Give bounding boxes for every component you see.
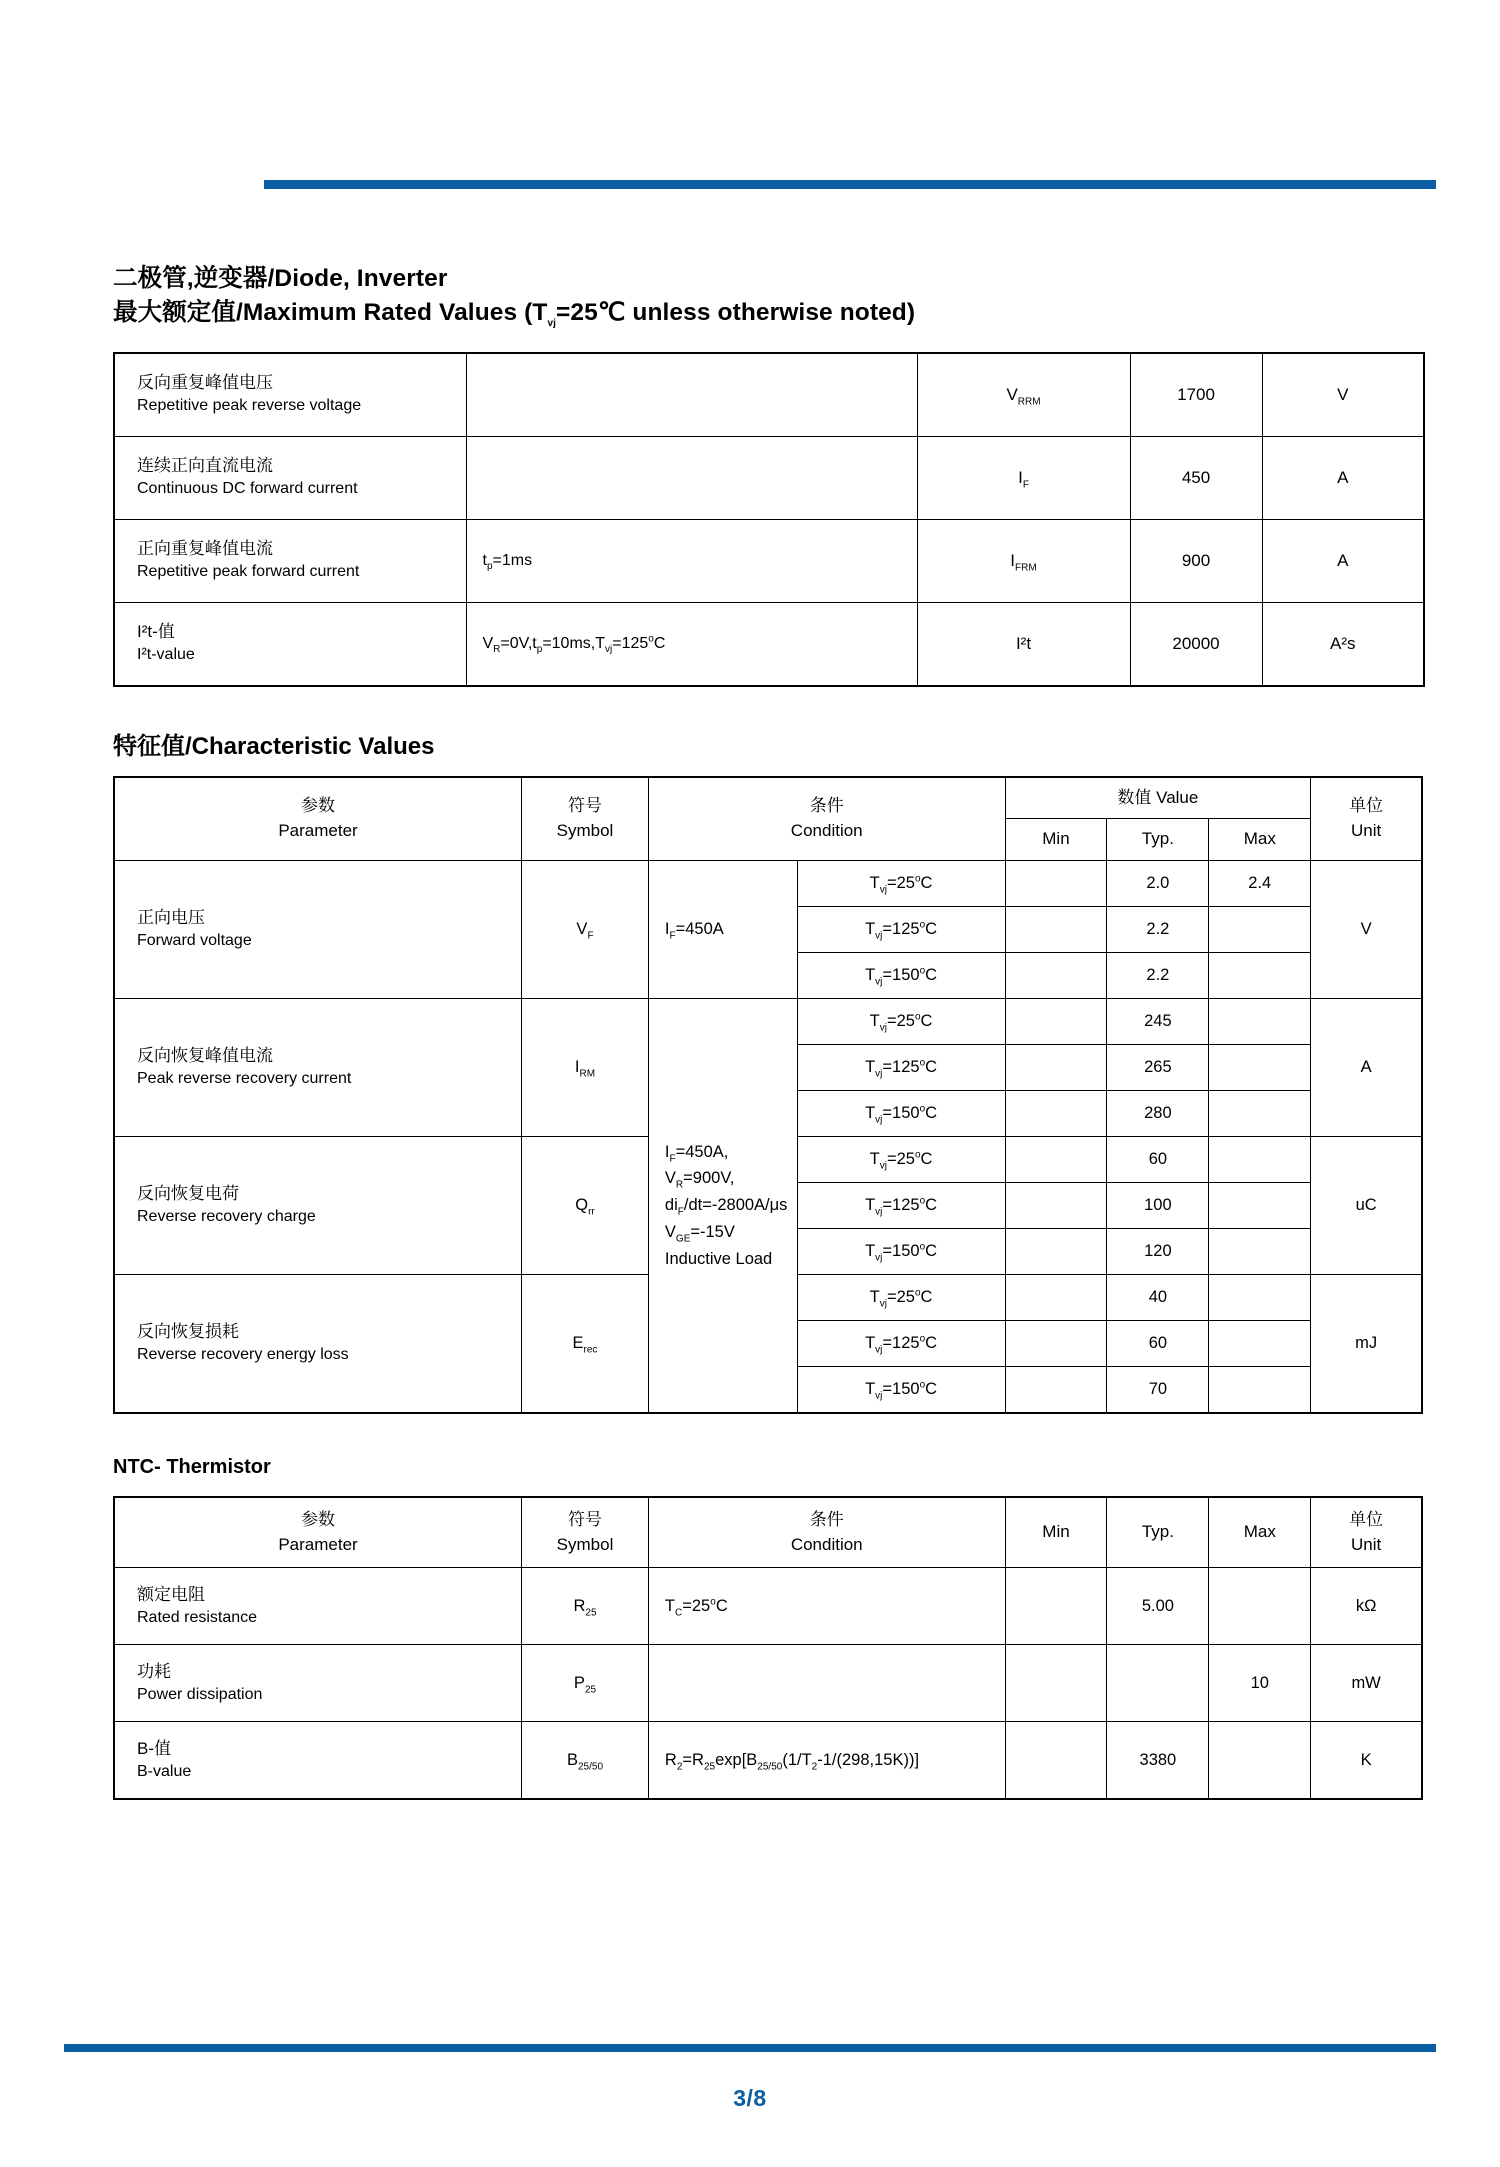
condition-cell — [466, 602, 917, 686]
unit-cell: A²s — [1262, 602, 1424, 686]
condition-sub: F — [669, 930, 676, 942]
typ-cell: 280 — [1107, 1091, 1209, 1137]
header-unit — [1311, 1497, 1422, 1568]
min-cell — [1005, 1275, 1107, 1321]
symbol-base: I — [574, 1058, 580, 1077]
header-unit-en: Unit — [1350, 820, 1382, 840]
parameter-cell — [114, 519, 466, 602]
table-row — [114, 1568, 1422, 1645]
symbol-sub: rr — [588, 1206, 595, 1218]
header-condition — [648, 1497, 1005, 1568]
max-cell — [1209, 1091, 1311, 1137]
parameter-cell — [114, 1137, 522, 1275]
symbol-base: V — [1006, 384, 1018, 404]
symbol-base: I — [1018, 467, 1023, 487]
parameter-en: Rated resistance — [137, 1609, 258, 1627]
symbol-base: E — [572, 1334, 584, 1353]
max-cell — [1209, 1275, 1311, 1321]
shared-condition-line1: $I_F=450A$, — [664, 1142, 729, 1165]
condition-formula-v: $V_R=0V,t_p=10ms,T_{vj}=125^oC$ — [482, 633, 666, 655]
header-symbol — [522, 1497, 649, 1568]
symbol-cell — [522, 1275, 649, 1414]
table-row — [114, 1645, 1422, 1722]
header-symbol-cn: 符号 — [567, 796, 602, 816]
temp-value: 25 — [896, 1150, 915, 1169]
symbol-sub: RM — [579, 1068, 596, 1080]
unit-cell: V — [1262, 353, 1424, 437]
temp-value: 25 — [896, 1288, 915, 1307]
parameter-cn: 额定电阻 — [137, 1584, 205, 1604]
header-condition-cn: 条件 — [809, 796, 844, 816]
section-title-diode-inverter — [113, 262, 1423, 330]
parameter-cn: 功耗 — [137, 1661, 171, 1681]
max-cell — [1209, 1045, 1311, 1091]
min-cell — [1005, 1183, 1107, 1229]
symbol-sub: F — [1022, 478, 1029, 490]
section-title-characteristic-values: 特征值/Characteristic Values — [113, 732, 435, 760]
condition-cell — [648, 861, 797, 999]
header-max: Max — [1209, 1497, 1311, 1568]
symbol-cell — [522, 1137, 649, 1275]
unit-cell: uC — [1311, 1137, 1422, 1275]
header-condition — [648, 777, 1005, 861]
parameter-en: Continuous DC forward current — [137, 480, 358, 498]
maximum-rated-values-table — [113, 352, 1425, 687]
max-cell: 10 — [1209, 1645, 1311, 1722]
parameter-cell — [114, 1275, 522, 1414]
temp-value: 125 — [892, 1334, 920, 1353]
section-title-ntc-thermistor: NTC- Thermistor — [113, 1456, 271, 1479]
value-cell: 900 — [1130, 519, 1262, 602]
shared-condition-line5: Inductive Load — [664, 1249, 773, 1268]
typ-cell: 40 — [1107, 1275, 1209, 1321]
temperature-condition-cell: $T_{vj}=25^oC$ — [797, 999, 1005, 1045]
typ-cell: 120 — [1107, 1229, 1209, 1275]
symbol-cell — [522, 999, 649, 1137]
parameter-cell — [114, 1645, 522, 1722]
parameter-cn: 连续正向直流电流 — [137, 456, 273, 476]
symbol-sub: RRM — [1017, 395, 1041, 407]
parameter-cell — [114, 999, 522, 1137]
parameter-cn: 反向恢复电荷 — [137, 1184, 239, 1204]
symbol-sub: rec — [583, 1344, 598, 1356]
temperature-condition-cell: $T_{vj}=150^oC$ — [797, 1367, 1005, 1414]
parameter-en: Reverse recovery charge — [137, 1208, 316, 1226]
parameter-en: Forward voltage — [137, 932, 252, 950]
unit-cell: A — [1262, 436, 1424, 519]
header-symbol-en: Symbol — [556, 820, 614, 840]
shared-condition-cell — [648, 999, 797, 1414]
temperature-condition-cell: $T_{vj}=125^oC$ — [797, 907, 1005, 953]
header-typ: Typ. — [1107, 819, 1209, 861]
temp-value: 125 — [892, 1196, 920, 1215]
temperature-condition-cell: $T_{vj}=125^oC$ — [797, 1321, 1005, 1367]
header-symbol-cn: 符号 — [568, 1510, 602, 1530]
temperature-condition-cell: $T_{vj}=150^oC$ — [797, 953, 1005, 999]
temp-value: 125 — [892, 1058, 920, 1077]
ntc-thermistor-table — [113, 1496, 1423, 1800]
parameter-en: I²t-value — [137, 646, 195, 664]
min-cell — [1005, 1568, 1107, 1645]
header-unit — [1311, 777, 1422, 861]
header-max: Max — [1209, 819, 1311, 861]
symbol-sub: F — [587, 930, 594, 942]
condition-cell: $T_C=25^oC$ — [648, 1568, 1005, 1645]
min-cell — [1005, 1321, 1107, 1367]
condition-sub: p — [486, 560, 493, 572]
min-cell — [1005, 861, 1107, 907]
condition-cell — [466, 436, 917, 519]
parameter-cell — [114, 1722, 522, 1800]
symbol-sub: FRM — [1015, 561, 1037, 573]
parameter-en: Repetitive peak forward current — [137, 563, 360, 581]
min-cell — [1005, 1229, 1107, 1275]
temp-value: 150 — [892, 966, 920, 985]
temp-value: 150 — [892, 1104, 920, 1123]
symbol-sub: 25 — [585, 1607, 597, 1619]
temperature-condition-cell: $T_{vj}=25^oC$ — [797, 861, 1005, 907]
table-row — [114, 519, 1424, 602]
max-cell — [1209, 1137, 1311, 1183]
min-cell — [1005, 999, 1107, 1045]
header-unit-en: Unit — [1350, 1534, 1382, 1554]
shared-condition-line4: $V_{GE}=-15V$ — [664, 1222, 735, 1245]
temp-value: 150 — [892, 1380, 920, 1399]
temperature-condition-cell: $T_{vj}=125^oC$ — [797, 1045, 1005, 1091]
page-content — [113, 262, 1423, 1800]
temperature-condition-cell: $T_{vj}=25^oC$ — [797, 1137, 1005, 1183]
symbol-cell — [522, 1645, 649, 1722]
symbol-base: P — [573, 1673, 585, 1692]
unit-cell: A — [1262, 519, 1424, 602]
max-cell: 2.4 — [1209, 861, 1311, 907]
header-parameter-en: Parameter — [278, 1534, 358, 1554]
table-row — [114, 861, 1422, 907]
typ-cell: 2.2 — [1107, 953, 1209, 999]
typ-cell: 60 — [1107, 1321, 1209, 1367]
unit-cell: A — [1311, 999, 1422, 1137]
header-condition-cn: 条件 — [809, 1510, 844, 1530]
characteristic-values-table — [113, 776, 1423, 1414]
diode-inverter-title-text: 二极管,逆变器/Diode, Inverter — [113, 265, 448, 292]
typ-cell: 5.00 — [1107, 1568, 1209, 1645]
parameter-cn: 正向电压 — [137, 908, 205, 928]
unit-cell: kΩ — [1311, 1568, 1422, 1645]
typ-cell: 100 — [1107, 1183, 1209, 1229]
parameter-cn: 反向恢复峰值电流 — [137, 1046, 273, 1066]
table-header-row — [114, 777, 1422, 819]
unit-cell: mJ — [1311, 1275, 1422, 1414]
parameter-en: B-value — [137, 1763, 192, 1781]
max-cell — [1209, 999, 1311, 1045]
parameter-cell — [114, 602, 466, 686]
condition-prefix: t — [482, 551, 487, 569]
temperature-condition-cell: $T_{vj}=150^oC$ — [797, 1091, 1005, 1137]
min-cell — [1005, 1367, 1107, 1414]
typ-cell: 60 — [1107, 1137, 1209, 1183]
header-condition-en: Condition — [790, 820, 863, 840]
min-cell — [1005, 1045, 1107, 1091]
condition-cell — [466, 353, 917, 437]
condition-cell: $R_2=R_{25}\exp[B_{25/50}(1/T_2-1/(298,15K))]$ — [648, 1722, 1005, 1800]
symbol-sub: 25/50 — [577, 1761, 604, 1773]
table-row — [114, 353, 1424, 437]
symbol-base: R — [573, 1596, 586, 1615]
max-cell — [1209, 1183, 1311, 1229]
shared-condition-line2: $V_R=900V$, — [664, 1169, 735, 1191]
max-cell — [1209, 953, 1311, 999]
max-cell — [1209, 1568, 1311, 1645]
header-rule — [264, 180, 1436, 189]
parameter-en: Reverse recovery energy loss — [137, 1346, 349, 1364]
min-cell — [1005, 907, 1107, 953]
page-number: 3/8 — [733, 2085, 767, 2111]
condition-base: I — [664, 920, 670, 939]
temp-value: 25 — [896, 1012, 915, 1031]
symbol-base: B — [566, 1750, 578, 1769]
header-min: Min — [1005, 819, 1107, 861]
table-row — [114, 436, 1424, 519]
header-typ: Typ. — [1107, 1497, 1209, 1568]
temp-value: 25 — [896, 874, 915, 893]
typ-cell: 3380 — [1107, 1722, 1209, 1800]
parameter-en: Power dissipation — [137, 1686, 263, 1704]
parameter-cn: 正向重复峰值电流 — [137, 539, 273, 559]
condition-suffix: =1ms — [492, 551, 533, 569]
value-cell: 20000 — [1130, 602, 1262, 686]
value-cell: 450 — [1130, 436, 1262, 519]
max-cell — [1209, 1229, 1311, 1275]
symbol-cell — [917, 436, 1130, 519]
symbol-cell — [522, 1568, 649, 1645]
header-parameter-cn: 参数 — [301, 796, 336, 816]
min-cell — [1005, 953, 1107, 999]
symbol-sub: 25 — [584, 1684, 597, 1696]
temp-value: 150 — [892, 1242, 920, 1261]
symbol-base: V — [576, 920, 588, 939]
typ-cell — [1107, 1645, 1209, 1722]
typ-cell: 265 — [1107, 1045, 1209, 1091]
max-cell — [1209, 1367, 1311, 1414]
parameter-cell — [114, 436, 466, 519]
condition-cell — [466, 519, 917, 602]
parameter-en: Repetitive peak reverse voltage — [137, 397, 362, 415]
condition-cell — [648, 1645, 1005, 1722]
symbol-base: Q — [575, 1196, 589, 1215]
min-cell — [1005, 1091, 1107, 1137]
value-cell: 1700 — [1130, 353, 1262, 437]
table-header-row — [114, 1497, 1422, 1568]
table-row — [114, 1722, 1422, 1800]
header-parameter-cn: 参数 — [301, 1510, 336, 1530]
temp-value: 125 — [892, 920, 920, 939]
symbol-cell: I²t — [917, 602, 1130, 686]
parameter-cell — [114, 353, 466, 437]
max-rated-title-suffix: =25℃ unless otherwise noted) — [556, 298, 916, 326]
header-symbol-en: Symbol — [556, 1534, 614, 1554]
parameter-cn: I²t-值 — [137, 622, 175, 642]
min-cell — [1005, 1645, 1107, 1722]
symbol-base: I — [1010, 550, 1016, 570]
footer-rule — [64, 2044, 1436, 2052]
parameter-cn: 反向恢复损耗 — [137, 1322, 239, 1342]
typ-cell: 2.2 — [1107, 907, 1209, 953]
min-cell — [1005, 1137, 1107, 1183]
typ-cell: 70 — [1107, 1367, 1209, 1414]
condition-rest: =450A — [675, 920, 724, 939]
header-min: Min — [1005, 1497, 1107, 1568]
shared-condition-line3: $di_F/dt=-2800A/\mu s$ — [664, 1196, 788, 1218]
max-cell — [1209, 907, 1311, 953]
unit-cell: V — [1311, 861, 1422, 999]
symbol-cell — [522, 861, 649, 999]
parameter-cn: B-值 — [137, 1738, 171, 1758]
temperature-condition-cell: $T_{vj}=150^oC$ — [797, 1229, 1005, 1275]
typ-cell: 245 — [1107, 999, 1209, 1045]
max-cell — [1209, 1722, 1311, 1800]
temperature-condition-cell: $T_{vj}=125^oC$ — [797, 1183, 1005, 1229]
header-unit-cn: 单位 — [1349, 796, 1384, 816]
max-rated-title-prefix: 最大额定值/Maximum Rated Values (T — [113, 298, 548, 326]
min-cell — [1005, 1722, 1107, 1800]
header-value-group: 数值 Value — [1005, 777, 1311, 819]
symbol-cell — [917, 519, 1130, 602]
unit-cell: K — [1311, 1722, 1422, 1800]
parameter-cn: 反向重复峰值电压 — [137, 373, 273, 393]
header-parameter-en: Parameter — [278, 820, 358, 840]
unit-cell: mW — [1311, 1645, 1422, 1722]
symbol-cell — [522, 1722, 649, 1800]
symbol-cell — [917, 353, 1130, 437]
table-row — [114, 999, 1422, 1045]
parameter-en: Peak reverse recovery current — [137, 1070, 352, 1088]
parameter-cell — [114, 1568, 522, 1645]
header-symbol — [522, 777, 649, 861]
max-cell — [1209, 1321, 1311, 1367]
header-parameter — [114, 777, 522, 861]
table-row — [114, 602, 1424, 686]
header-condition-en: Condition — [790, 1534, 863, 1554]
header-parameter — [114, 1497, 522, 1568]
temperature-condition-cell: $T_{vj}=25^oC$ — [797, 1275, 1005, 1321]
header-unit-cn: 单位 — [1349, 1510, 1384, 1530]
max-rated-title-sub: vj — [547, 317, 557, 329]
parameter-cell — [114, 861, 522, 999]
typ-cell: 2.0 — [1107, 861, 1209, 907]
